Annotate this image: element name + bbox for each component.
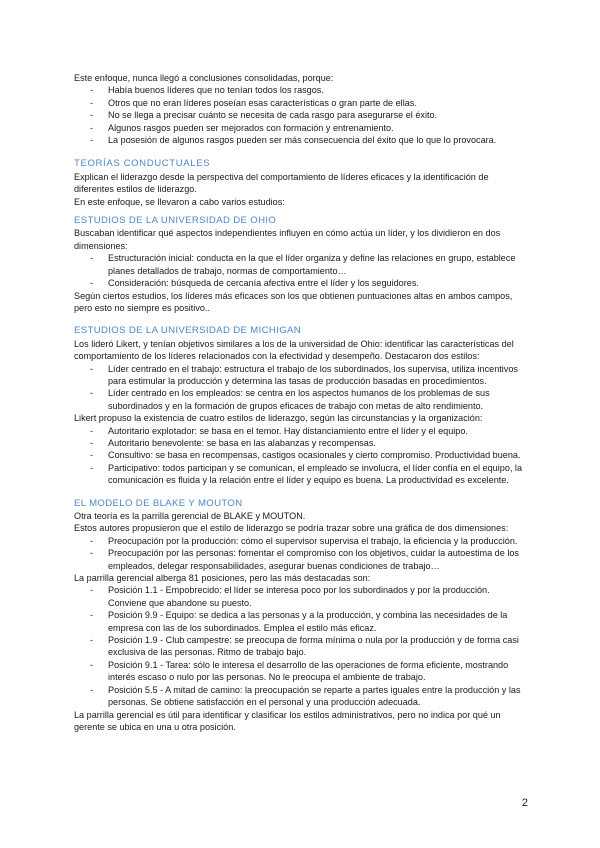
section-heading-conductuales: TEORÍAS CONDUCTUALES — [74, 158, 211, 170]
page-content — [74, 72, 526, 733]
paragraph: En este enfoque, se llevaron a cabo varios estudios: — [74, 196, 285, 207]
section-heading-blake-mouton: EL MODELO DE BLAKE Y MOUTON — [74, 497, 243, 509]
blake-dimensions-list — [74, 535, 526, 572]
paragraph: Otra teoría es la parrilla gerencial de BLAKE y MOUTON. — [74, 511, 306, 521]
list-item: - Autoritario explotador: se basa en el temor. Hay distanciamiento entre el líder y el equipo. — [74, 425, 526, 437]
list-item: - Algunos rasgos pueden ser mejorados con formación y entrenamiento. — [74, 122, 526, 134]
list-item: - Estructuración inicial: conducta en la que el líder organiza y define las relaciones en grupo, establece planes detallados de trabajo, normas de comportamiento… — [74, 252, 526, 277]
list-item: - Consultivo: se basa en recompensas, castigos ocasionales y cierto compromiso. Productividad buena. — [74, 449, 526, 461]
list-item: - Posición 1.1 - Empobrecido: el líder se interesa poco por los subordinados y por la producción. Conviene que abandone su puesto. — [74, 584, 526, 609]
list-item: - Participativo: todos participan y se comunican, el empleado se involucra, el líder confía en el equipo, la comunicación es fluida y la relación entre el líder y equipo es buena. La productividad es excelente. — [74, 462, 526, 487]
list-item: - Preocupación por la producción: cómo el supervisor supervisa el trabajo, la eficiencia y la producción. — [74, 535, 526, 547]
paragraph: Estos autores propusieron que el estilo de liderazgo se podría trazar sobre una gráfica de dos dimensiones: — [74, 523, 509, 534]
list-item: - Posición 9.9 - Equipo: se dedica a las personas y a la producción, y combina las necesidades de la empresa con las de los subordinados. Emplea el estilo más eficaz. — [74, 609, 526, 634]
list-item: - Posición 1.9 - Club campestre: se preocupa de forma mínima o nula por la producción y de forma casi exclusiva de las personas. Ritmo de trabajo bajo. — [74, 634, 526, 659]
list-item: - No se llega a precisar cuánto se necesita de cada rasgo para asegurarse el éxito. — [74, 109, 526, 121]
list-item: - Posición 5.5 - A mitad de camino: la preocupación se reparte a partes iguales entre la producción y las personas. Se obtiene satisfacción en el personal y una producción adecuada. — [74, 684, 526, 709]
paragraph: La parrilla gerencial alberga 81 posiciones, pero las más destacadas son: — [74, 573, 371, 584]
paragraph: Según ciertos estudios, los líderes más eficaces son los que obtienen puntuaciones altas en ambos campos, pero esto no siempre es positivo.. — [74, 290, 513, 313]
page-number: 2 — [521, 797, 528, 809]
intro-paragraph: Este enfoque, nunca llegó a conclusiones consolidadas, porque: — [74, 73, 334, 83]
list-item: - Otros que no eran líderes poseían esas características o gran parte de ellas. — [74, 97, 526, 109]
blake-positions-list — [74, 584, 526, 708]
list-item: - Preocupación por las personas: fomentar el compromiso con los objetivos, cuidar la autoestima de los empleados, delegar responsabilidades, asegurar buenas condiciones de trabajo… — [74, 547, 526, 572]
paragraph: La parrilla gerencial es útil para identificar y clasificar los estilos administrativos, pero no indica por qué un gerente se ubica en una u otra posición. — [74, 709, 501, 732]
paragraph: Buscaban identificar qué aspectos independientes influyen en cómo actúa un líder, y los dividieron en dos dimensiones: — [74, 228, 501, 251]
list-item: - Había buenos líderes que no tenían todos los rasgos. — [74, 84, 526, 96]
section-heading-ohio: ESTUDIOS DE LA UNIVERSIDAD DE OHIO — [74, 215, 277, 227]
paragraph: Likert propuso la existencia de cuatro estilos de liderazgo, según las circunstancias y la organización: — [74, 413, 483, 424]
list-item: - La posesión de algunos rasgos pueden ser más consecuencia del éxito que lo que lo provocara. — [74, 134, 526, 146]
list-item: - Líder centrado en los empleados: se centra en los aspectos humanos de los problemas de sus subordinados y en la formación de grupos eficaces de trabajo con metas de alto rendimiento. — [74, 387, 526, 412]
section-heading-michigan: ESTUDIOS DE LA UNIVERSIDAD DE MICHIGAN — [74, 325, 302, 337]
paragraph: Los lideró Likert, y tenían objetivos similares a los de la universidad de Ohio: identificar las características del comportamiento de los líderes relacionados con la efectividad y desempeño. Destacaron dos estilos: — [74, 338, 514, 362]
paragraph: Explican el liderazgo desde la perspectiva del comportamiento de líderes eficaces y la identificación de diferentes estilos de liderazgo. — [74, 171, 489, 195]
ohio-list — [74, 252, 526, 289]
intro-list — [74, 84, 526, 146]
michigan-list — [74, 363, 526, 413]
list-item: - Posición 9.1 - Tarea: sólo le interesa el desarrollo de las operaciones de forma eficiente, mostrando interés escaso o nulo por las personas. No le preocupa el ambiente de trabajo. — [74, 659, 526, 684]
likert-styles-list — [74, 425, 526, 487]
list-item: - Consideración: búsqueda de cercanía afectiva entre el líder y los seguidores. — [74, 277, 526, 289]
list-item: - Autoritario benevolente: se basa en las alabanzas y recompensas. — [74, 437, 526, 449]
list-item: - Líder centrado en el trabajo: estructura el trabajo de los subordinados, los supervisa, utiliza incentivos para estimular la producción y determina las tasas de producción basadas en procedimientos. — [74, 363, 526, 388]
